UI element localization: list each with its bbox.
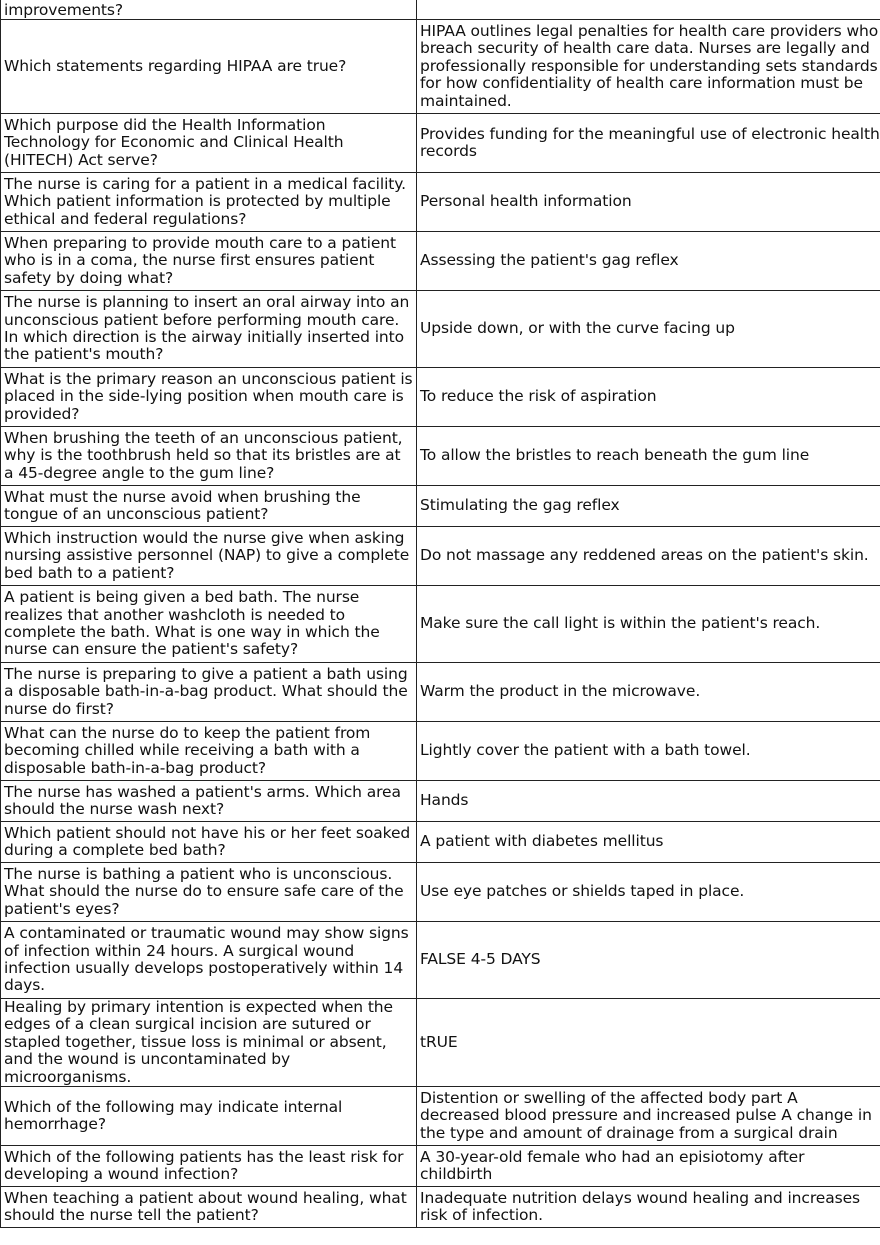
table-row	[1, 822, 880, 863]
question-cell: Which of the following patients has the least risk for developing a wound infection?	[1, 1146, 417, 1187]
table-row	[1, 368, 880, 427]
table-row	[1, 781, 880, 822]
question-cell: The nurse is caring for a patient in a medical facility. Which patient information is protected by multiple ethical and federal regulations?	[1, 173, 417, 232]
answer-cell: Stimulating the gag reflex	[417, 486, 880, 527]
answer-cell: A 30-year-old female who had an episiotomy after childbirth	[417, 1146, 880, 1187]
answer-cell: Warm the product in the microwave.	[417, 663, 880, 722]
question-cell: Which of the following may indicate internal hemorrhage?	[1, 1087, 417, 1146]
answer-cell	[417, 0, 880, 20]
question-cell: What must the nurse avoid when brushing the tongue of an unconscious patient?	[1, 486, 417, 527]
question-cell: The nurse has washed a patient's arms. Which area should the nurse wash next?	[1, 781, 417, 822]
table-row	[1, 1187, 880, 1228]
table-row	[1, 586, 880, 663]
question-cell: Which purpose did the Health Information Technology for Economic and Clinical Health (HITECH) Act serve?	[1, 114, 417, 173]
answer-cell: To allow the bristles to reach beneath the gum line	[417, 427, 880, 486]
table-row	[1, 922, 880, 999]
table-row	[1, 0, 880, 20]
question-cell: Healing by primary intention is expected when the edges of a clean surgical incision are sutured or stapled together, tissue loss is minimal or absent, and the wound is uncontaminated by microorganisms.	[1, 999, 417, 1087]
question-cell: Which instruction would the nurse give when asking nursing assistive personnel (NAP) to give a complete bed bath to a patient?	[1, 527, 417, 586]
table-row	[1, 427, 880, 486]
question-cell: The nurse is planning to insert an oral airway into an unconscious patient before performing mouth care. In which direction is the airway initially inserted into the patient's mouth?	[1, 291, 417, 368]
answer-cell: Assessing the patient's gag reflex	[417, 232, 880, 291]
answer-cell: Upside down, or with the curve facing up	[417, 291, 880, 368]
answer-cell: A patient with diabetes mellitus	[417, 822, 880, 863]
table-row	[1, 114, 880, 173]
question-cell: The nurse is bathing a patient who is unconscious. What should the nurse do to ensure safe care of the patient's eyes?	[1, 863, 417, 922]
question-cell: Which patient should not have his or her feet soaked during a complete bed bath?	[1, 822, 417, 863]
question-cell: A patient is being given a bed bath. The nurse realizes that another washcloth is needed to complete the bath. What is one way in which the nurse can ensure the patient's safety?	[1, 586, 417, 663]
answer-cell: Hands	[417, 781, 880, 822]
answer-cell: Provides funding for the meaningful use of electronic health records	[417, 114, 880, 173]
table-row	[1, 291, 880, 368]
answer-cell: Distention or swelling of the affected body part A decreased blood pressure and increased pulse A change in the type and amount of drainage from a surgical drain	[417, 1087, 880, 1146]
answer-cell: HIPAA outlines legal penalties for health care providers who breach security of health care data. Nurses are legally and professionally responsible for understanding sets standards for how confidentiality of health care information must be maintained.	[417, 20, 880, 114]
table-row	[1, 20, 880, 114]
question-cell: When teaching a patient about wound healing, what should the nurse tell the patient?	[1, 1187, 417, 1228]
question-cell: Which statements regarding HIPAA are true?	[1, 20, 417, 114]
answer-cell: Make sure the call light is within the patient's reach.	[417, 586, 880, 663]
answer-cell: Personal health information	[417, 173, 880, 232]
answer-cell: FALSE 4-5 DAYS	[417, 922, 880, 999]
question-cell: When preparing to provide mouth care to a patient who is in a coma, the nurse first ensures patient safety by doing what?	[1, 232, 417, 291]
answer-cell: Lightly cover the patient with a bath towel.	[417, 722, 880, 781]
question-cell: A contaminated or traumatic wound may show signs of infection within 24 hours. A surgical wound infection usually develops postoperatively within 14 days.	[1, 922, 417, 999]
answer-cell: To reduce the risk of aspiration	[417, 368, 880, 427]
question-cell: improvements?	[1, 0, 417, 20]
question-cell: When brushing the teeth of an unconscious patient, why is the toothbrush held so that its bristles are at a 45-degree angle to the gum line?	[1, 427, 417, 486]
question-cell: The nurse is preparing to give a patient a bath using a disposable bath-in-a-bag product. What should the nurse do first?	[1, 663, 417, 722]
answer-cell: tRUE	[417, 999, 880, 1087]
table-row	[1, 527, 880, 586]
table-row	[1, 173, 880, 232]
answer-cell: Inadequate nutrition delays wound healing and increases risk of infection.	[417, 1187, 880, 1228]
table-row	[1, 999, 880, 1087]
table-row	[1, 232, 880, 291]
table-row	[1, 663, 880, 722]
question-cell: What can the nurse do to keep the patient from becoming chilled while receiving a bath with a disposable bath-in-a-bag product?	[1, 722, 417, 781]
question-cell: What is the primary reason an unconscious patient is placed in the side-lying position when mouth care is provided?	[1, 368, 417, 427]
answer-cell: Use eye patches or shields taped in place.	[417, 863, 880, 922]
table-row	[1, 1146, 880, 1187]
table-row	[1, 1087, 880, 1146]
answer-cell: Do not massage any reddened areas on the patient's skin.	[417, 527, 880, 586]
table-row	[1, 486, 880, 527]
table-row	[1, 863, 880, 922]
table-row	[1, 722, 880, 781]
